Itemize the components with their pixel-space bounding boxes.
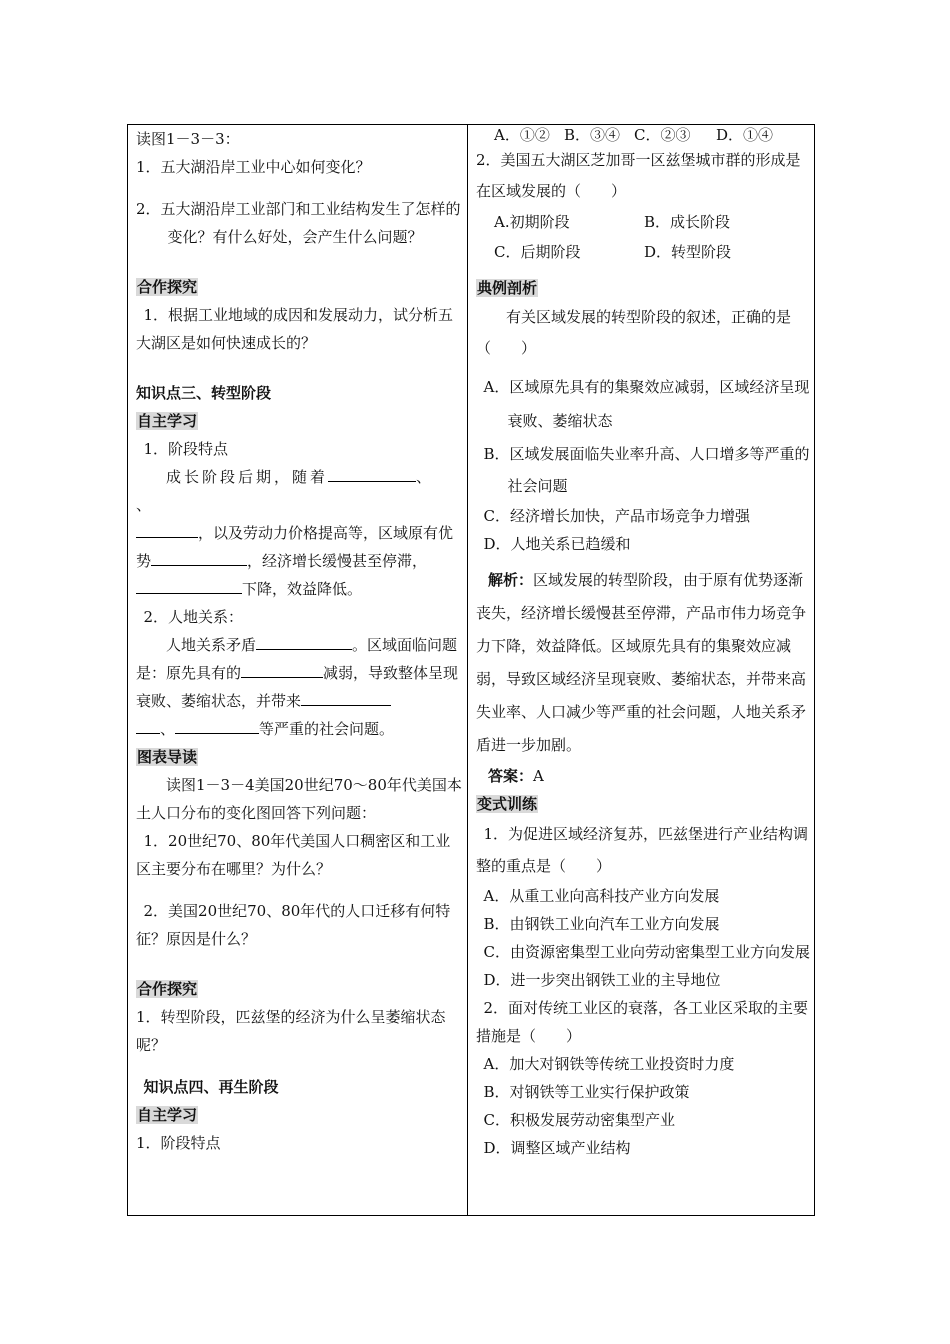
heading-label: 图表导读 (137, 748, 198, 766)
knowledge-point-4-heading: 知识点四、再生阶段 (143, 1078, 279, 1096)
heading-label: 典例剖析 (477, 279, 538, 297)
fill-line-1 (136, 463, 462, 491)
heading-label: 合作探究 (137, 980, 198, 998)
fill-text: 、 (136, 496, 152, 514)
heading-label: 合作探究 (137, 278, 198, 296)
section-heading-coop-2 (136, 975, 462, 1003)
coop-question-1: 1．根据工业地域的成因和发展动力，试分析五大湖区是如何快速成长的？ (136, 306, 454, 352)
fill-text: 人地关系矛盾 (166, 636, 257, 654)
options-row-top (476, 125, 810, 145)
chart-question-2: 2．美国20世纪70、80年代的人口迁移有何特征？原因是什么？ (136, 902, 451, 948)
drill-2-option-d: D．调整区域产业结构 (483, 1139, 631, 1157)
human-land-title: 2．人地关系： (143, 608, 244, 626)
knowledge-point-3-heading: 知识点三、转型阶段 (136, 384, 272, 402)
regen-feature-title: 1．阶段特点 (136, 1134, 221, 1152)
question-2: 2．五大湖沿岸工业部门和工业结构发生了怎样的变化？有什么好处，会产生什么问题？ (136, 200, 461, 246)
fill-line-3 (136, 519, 462, 575)
intro-text: 读图1－3－3： (136, 130, 240, 148)
blank-field[interactable] (301, 687, 391, 706)
option: D．转型阶段 (644, 243, 732, 261)
blank-field[interactable] (151, 547, 247, 566)
fill-text: 、 (160, 720, 176, 738)
section-heading-drill (476, 790, 810, 818)
section-heading-self-study-2 (136, 1101, 462, 1129)
analysis-text: 区域发展的转型阶段，由于原有优势逐渐丧失，经济增长缓慢甚至停滞，产品市伟力场竞争力下降，效益降低。区域原先具有的集聚效应减弱，导致区域经济呈现衰败、萎缩状态，并带来高失业率、人口减少等严重的社会问题，人地关系矛盾进一步加剧。 (476, 571, 807, 754)
example-option-a: A．区域原先具有的集聚效应减弱，区域经济呈现衰败、萎缩状态 (483, 378, 810, 430)
analysis-paragraph (476, 564, 810, 762)
answer-value: A (533, 767, 544, 785)
example-option-b: B．区域发展面临失业率升高、人口增多等严重的社会问题 (483, 445, 810, 495)
example-option-c: C．经济增长加快，产品市场竞争力增强 (483, 507, 750, 525)
fill-line-5 (136, 631, 462, 715)
section-heading-self-study-1 (136, 407, 462, 435)
example-question: 有关区域发展的转型阶段的叙述，正确的是（ ） (476, 308, 792, 357)
analysis-label: 解析： (488, 571, 534, 589)
q2-options-row-2 (476, 238, 810, 266)
drill-1-option-a: A．从重工业向高科技产业方向发展 (483, 887, 720, 905)
section-heading-coop-1 (136, 273, 462, 301)
stage-feature-title: 1．阶段特点 (143, 440, 229, 458)
heading-label: 自主学习 (137, 412, 198, 430)
fill-line-4 (136, 575, 462, 603)
option: A.初期阶段 (494, 213, 570, 231)
drill-1-option-d: D．进一步突出钢铁工业的主导地位 (483, 971, 721, 989)
left-column (136, 125, 462, 1157)
fill-line-2 (136, 491, 462, 519)
option: D．①④ (716, 126, 774, 144)
drill-question-1: 1．为促进区域经济复苏，匹兹堡进行产业结构调整的重点是（ ） (476, 825, 809, 875)
blank-field[interactable] (241, 659, 323, 678)
blank-field[interactable] (136, 715, 160, 734)
drill-question-2: 2．面对传统工业区的衰落，各工业区采取的主要措施是（ ） (476, 999, 809, 1045)
right-column (476, 125, 810, 1162)
option: C．后期阶段 (494, 243, 581, 261)
blank-field[interactable] (136, 519, 198, 538)
drill-1-option-c: C．由资源密集型工业向劳动密集型工业方向发展 (483, 943, 810, 961)
drill-1-option-b: B．由钢铁工业向汽车工业方向发展 (483, 915, 720, 933)
option: A．①② (494, 126, 550, 144)
option: B．成长阶段 (644, 213, 731, 231)
chart-intro: 读图1－3－4美国20世纪70～80年代美国本土人口分布的变化图回答下列问题： (136, 776, 462, 822)
fill-text: ，以及劳动力价格提高等，区域原有优势 (136, 524, 454, 570)
question-1: 1．五大湖沿岸工业中心如何变化？ (136, 158, 371, 176)
question-2-right: 2．美国五大湖区芝加哥一区兹堡城市群的形成是在区域发展的（ ） (476, 151, 801, 200)
q2-options-row-1 (476, 207, 810, 238)
option: C．②③ (634, 126, 691, 144)
section-heading-chart (136, 743, 462, 771)
column-divider (467, 125, 468, 1215)
blank-field[interactable] (328, 463, 416, 482)
blank-field[interactable] (256, 631, 352, 650)
fill-line-6 (136, 715, 462, 743)
fill-text: ，经济增长缓慢甚至停滞， (247, 552, 428, 570)
fill-text: 下降，效益降低。 (242, 580, 363, 598)
drill-2-option-a: A．加大对钢铁等传统工业投资时力度 (483, 1055, 735, 1073)
blank-field[interactable] (175, 715, 259, 734)
worksheet-table (127, 124, 815, 1216)
fill-text: 。区域面临问题是：原先具有的 (136, 636, 458, 682)
section-heading-example (476, 274, 810, 302)
fill-text: 成长阶段后期，随着 (166, 468, 329, 486)
fill-text: 、 (416, 468, 435, 486)
chart-question-1: 1．20世纪70、80年代美国人口稠密区和工业区主要分布在哪里？为什么？ (136, 832, 451, 878)
drill-2-option-c: C．积极发展劳动密集型产业 (483, 1111, 675, 1129)
example-option-d: D．人地关系已趋缓和 (483, 535, 631, 553)
fill-text: 等严重的社会问题。 (259, 720, 395, 738)
blank-field[interactable] (136, 575, 242, 594)
option: B．③④ (564, 126, 621, 144)
answer-line (476, 762, 810, 790)
fill-text: 减弱，导致整体呈现衰败、萎缩状态，并带来 (136, 664, 459, 710)
coop-question-2: 1．转型阶段，匹兹堡的经济为什么呈萎缩状态呢？ (136, 1008, 446, 1054)
heading-label: 自主学习 (137, 1106, 198, 1124)
answer-label: 答案： (488, 767, 534, 785)
drill-2-option-b: B．对钢铁等工业实行保护政策 (483, 1083, 690, 1101)
heading-label: 变式训练 (477, 795, 538, 813)
